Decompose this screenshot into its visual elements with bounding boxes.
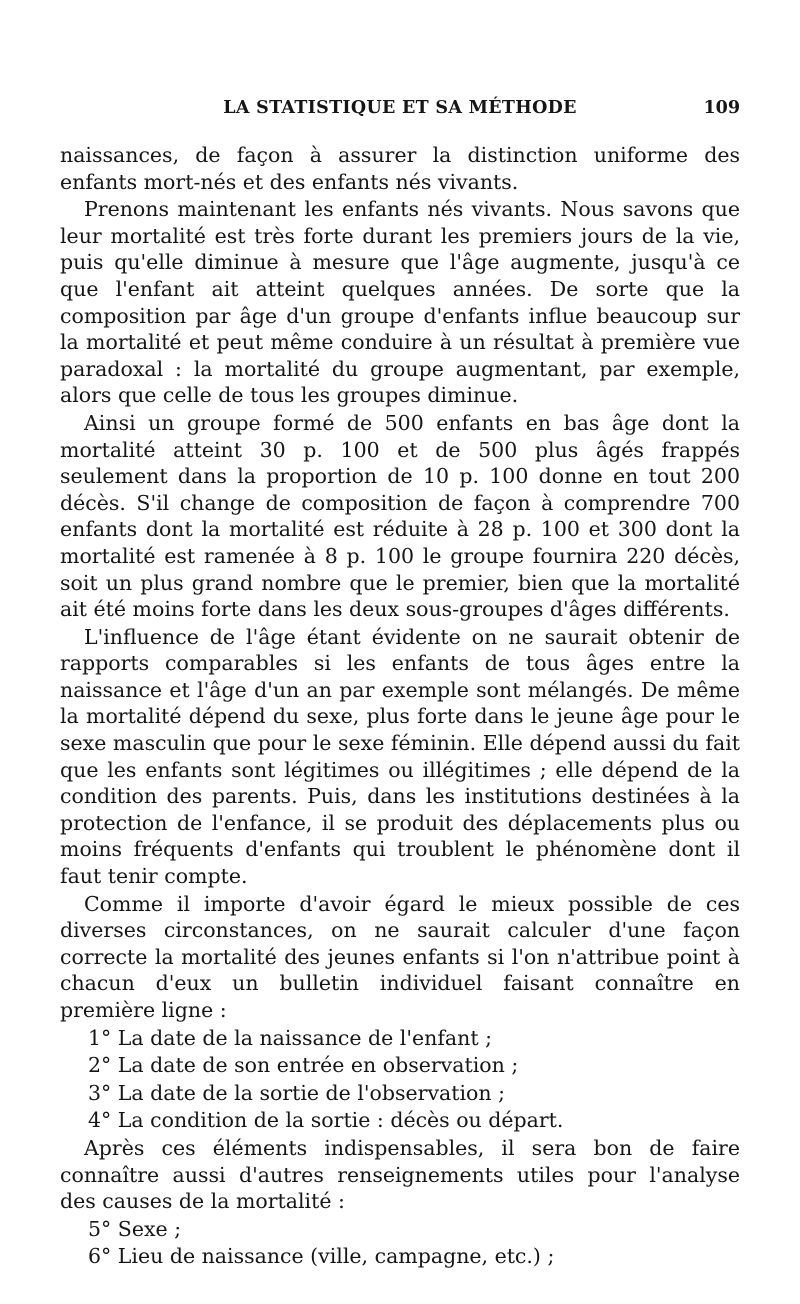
paragraph-additional-information: Après ces éléments indispensables, il sera bon de faire connaître aussi d'autres renseignements utiles pour l'analyse des causes de la mortalité : [60,1135,740,1214]
running-header [60,96,740,120]
paragraph-individual-bulletin: Comme il importe d'avoir égard le mieux possible de ces diverses circonstances, on ne saurait calculer d'une façon correcte la mortalité des jeunes enfants si l'on n'attribue point à chacun d'eux un bulletin individuel faisant connaître en première ligne : [60,891,740,1022]
page-number: 109 [703,98,740,118]
bulletin-required-list [60,1025,740,1134]
bulletin-optional-list [60,1216,740,1270]
list-item: 1° La date de la naissance de l'enfant ; [88,1025,493,1050]
list-item: 5° Sexe ; [88,1216,182,1241]
body-text [60,142,740,1271]
paragraph-numeric-example: Ainsi un groupe formé de 500 enfants en bas âge dont la mortalité atteint 30 p. 100 et de 500 plus âgés frappés seulement dans la proportion de 10 p. 100 donne en tout 200 décès. S'il change de composition de façon à comprendre 700 enfants dont la mortalité est réduite à 28 p. 100 et 300 dont la mortalité est ramenée à 8 p. 100 le groupe fournira 220 décès, soit un plus grand nombre que le premier, bien que la mortalité ait été moins forte dans les deux sous-groupes d'âges différents. [60,410,740,622]
list-item: 4° La condition de la sortie : décès ou départ. [88,1108,564,1133]
running-title: LA STATISTIQUE ET SA MÉTHODE [223,98,577,118]
paragraph-age-composition: Prenons maintenant les enfants nés vivants. Nous savons que leur mortalité est très forte durant les premiers jours de la vie, puis qu'elle diminue à mesure que l'âge augmente, jusqu'à ce que l'enfant ait atteint quelques années. De sorte que la composition par âge d'un groupe d'enfants influe beaucoup sur la mortalité et peut même conduire à un résultat à première vue paradoxal : la mortalité du groupe augmentant, par exemple, alors que celle de tous les groupes diminue. [60,197,740,408]
list-item: 6° Lieu de naissance (ville, campagne, etc.) ; [88,1244,555,1269]
paragraph-continuation: naissances, de façon à assurer la distinction uniforme des enfants mort-nés et des enfants nés vivants. [60,143,740,194]
paragraph-influence-of-age: L'influence de l'âge étant évidente on ne saurait obtenir de rapports comparables si les enfants de tous âges entre la naissance et l'âge d'un an par exemple sont mélangés. De même la mortalité dépend du sexe, plus forte dans le jeune âge pour le sexe masculin que pour le sexe féminin. Elle dépend aussi du fait que les enfants sont légitimes ou illégitimes ; elle dépend de la condition des parents. Puis, dans les institutions destinées à la protection de l'enfance, il se produit des déplacements plus ou moins fréquents d'enfants qui troublent le phénomène dont il faut tenir compte. [60,624,740,889]
list-item: 3° La date de la sortie de l'observation ; [88,1080,506,1105]
list-item: 2° La date de son entrée en observation ; [88,1053,519,1078]
